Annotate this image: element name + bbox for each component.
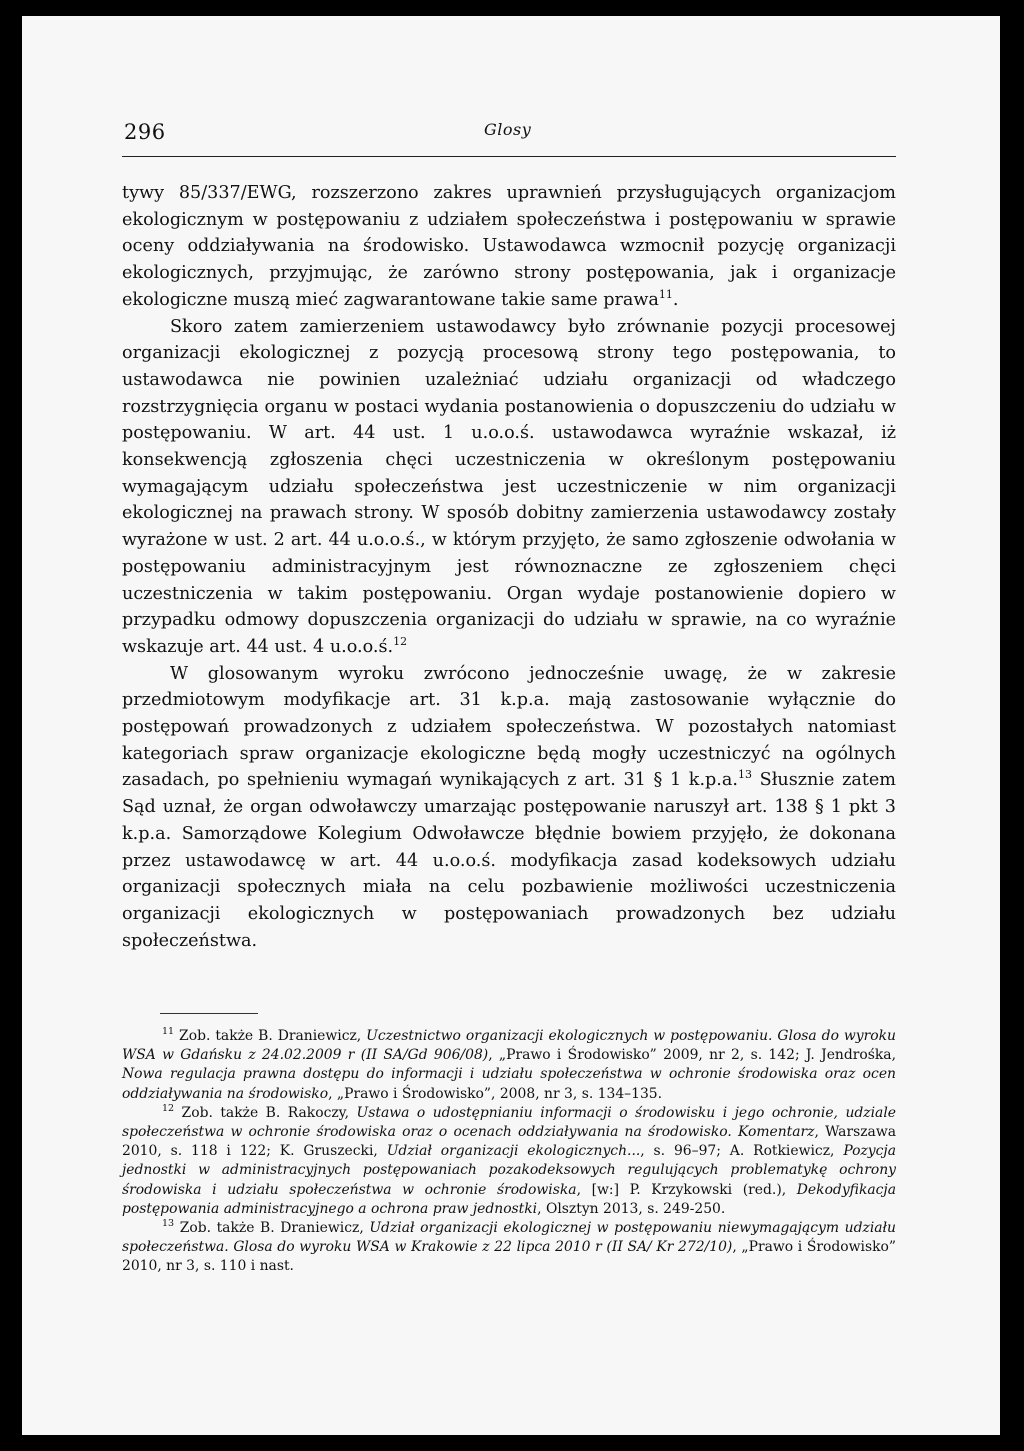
footnote-number: 13 [162, 1218, 175, 1230]
footnote-text: , Warszawa 2010, s. 118 i 122; K. Gruszecki, [122, 1124, 896, 1160]
paragraph: Skoro zatem zamierzeniem ustawodawcy było zrównanie pozycji procesowej organizacji ekologicznej z pozycją procesową strony tego postępowania, to ustawodawca nie powinien uzależniać udziału organizacji od władczego rozstrzygnięcia organu w postaci wydania postanowienia o dopuszczeniu do udziału w postępowaniu. W art. 44 ust. 1 u.o.o.ś. ustawodawca wyraźnie wskazał, iż konsekwencją zgłoszenia chęci uczestniczenia w określonym postępowaniu wymagającym udziału społeczeństwa jest uczestniczenie w nim organizacji ekologicznej na prawach strony. W sposób dobitny zamierzenia ustawodawcy zostały wyrażone w ust. 2 art. 44 u.o.o.ś., w którym przyjęto, że samo zgłoszenie odwołania w postępowaniu administracyjnym jest równoznaczne ze zgłoszeniem chęci uczestniczenia w takim postępowaniu. Organ wydaje postanowienie dopiero w przypadku odmowy dopuszczenia organizacji do udziału w sprawie, na co wyraźnie wskazuje art. 44 ust. 4 u.o.o.ś.$^{12}$ [122, 316, 896, 657]
footnote-separator [160, 1013, 258, 1014]
footnote-title: Udział organizacji ekologicznych... [386, 1143, 641, 1160]
footnote-ref[interactable]: 12 [393, 634, 408, 648]
footnote-text: Zob. także B. Rakoczy, [174, 1104, 357, 1121]
footnote-ref[interactable]: 11 [658, 287, 673, 301]
footnote-text: , „Prawo i Środowisko”, 2008, nr 3, s. 134–135. [328, 1085, 663, 1102]
running-head: Glosy [484, 120, 532, 139]
footnote-title: Dekodyfikacja postępowania administracyjnego a ochrona praw jednostki [122, 1181, 897, 1217]
footnote-title: Nowa regulacja prawna dostępu do informacji i udziału społeczeństwa w ochronie środowiska oraz ocen oddziaływania na środowisko [122, 1066, 896, 1102]
footnote-ref[interactable]: 13 [738, 768, 752, 782]
document-page [22, 16, 1000, 1435]
footnote-text: Zob. także B. Draniewicz, [174, 1220, 370, 1237]
footnote-text: , [w:] P. Krzykowski (red.), [576, 1181, 797, 1198]
body-text [122, 180, 896, 954]
footnote [122, 1219, 896, 1277]
footnote-text: , s. 96–97; A. Rotkiewicz, [640, 1143, 844, 1160]
footnote-text: , Olsztyn 2013, s. 249-250. [537, 1200, 726, 1217]
footnote [122, 1104, 896, 1219]
footnote-number: 12 [162, 1102, 175, 1114]
paragraph: W glosowanym wyroku zwrócono jednocześnie uwagę, że w zakresie przedmiotowym modyfikacje art. 31 k.p.a. mają zastosowanie wyłącznie do postępowań prowadzonych z udziałem społeczeństwa. W pozostałych natomiast kategoriach spraw organizacje ekologiczne będą mogły uczestniczyć na ogólnych zasadach, po spełnieniu wymagań wynikających z art. 31 § 1 k.p.a.$^{13}$ Słusznie zatem Sąd uznał, że organ odwoławczy umarzając postępowanie naruszył art. 138 § 1 pkt 3 k.p.a. Samorządowe Kolegium Odwoławcze błędnie bowiem przyjęło, że dokonana przez ustawodawcę w art. 44 u.o.o.ś. modyfikacja zasad kodeksowych udziału organizacji społecznych miała na celu pozbawienie możliwości uczestniczenia organizacji ekologicznych w postępowaniach prowadzonych bez udziału społeczeństwa. [122, 663, 896, 951]
footnote-title: Ustawa o udostępnianiu informacji o środowisku i jego ochronie, udziale społeczeństwa w ochronie środowiska oraz o ocenach oddziaływania na środowisko. Komentarz [122, 1104, 896, 1141]
page-header [122, 116, 896, 157]
footnote-title: Udział organizacji ekologicznej w postępowaniu niewymagającym udziału społeczeństwa. Glosa do wyroku WSA w Krakowie z 22 lipca 2010 r (II SA/ Kr 272/10) [122, 1220, 896, 1256]
page-number: 296 [124, 120, 166, 144]
footnote-text: , „Prawo i Środowisko” 2009, nr 2, s. 142; J. Jendrośka, [488, 1047, 896, 1064]
footnote-title: Pozycja jednostki w administracyjnych postępowaniach pozakodeksowych regulujących problematykę ochrony środowiska i udziału społeczeństwa w ochronie środowiska [122, 1143, 896, 1198]
footnote-number: 11 [162, 1026, 175, 1037]
footnote-title: Uczestnictwo organizacji ekologicznych w postępowaniu. Glosa do wyroku WSA w Gdańsku z 24.02.2009 r (II SA/Gd 906/08) [122, 1028, 896, 1064]
footnote [122, 1027, 896, 1104]
paragraph: tywy 85/337/EWG, rozszerzono zakres uprawnień przysługujących organizacjom ekologicznym w postępowaniu z udziałem społeczeństwa i postępowaniu w sprawie oceny oddziaływania na środowisko. Ustawodawca wzmocnił pozycję organizacji ekologicznych, przyjmując, że zarówno strony postępowania, jak i organizacje ekologiczne muszą mieć zagwarantowane takie same prawa$^{11}$. [122, 183, 896, 310]
footnote-text: , „Prawo i Środowisko” 2010, nr 3, s. 110 i nast. [122, 1239, 896, 1275]
footnotes [122, 1027, 896, 1277]
footnote-text: Zob. także B. Draniewicz, [174, 1028, 367, 1044]
